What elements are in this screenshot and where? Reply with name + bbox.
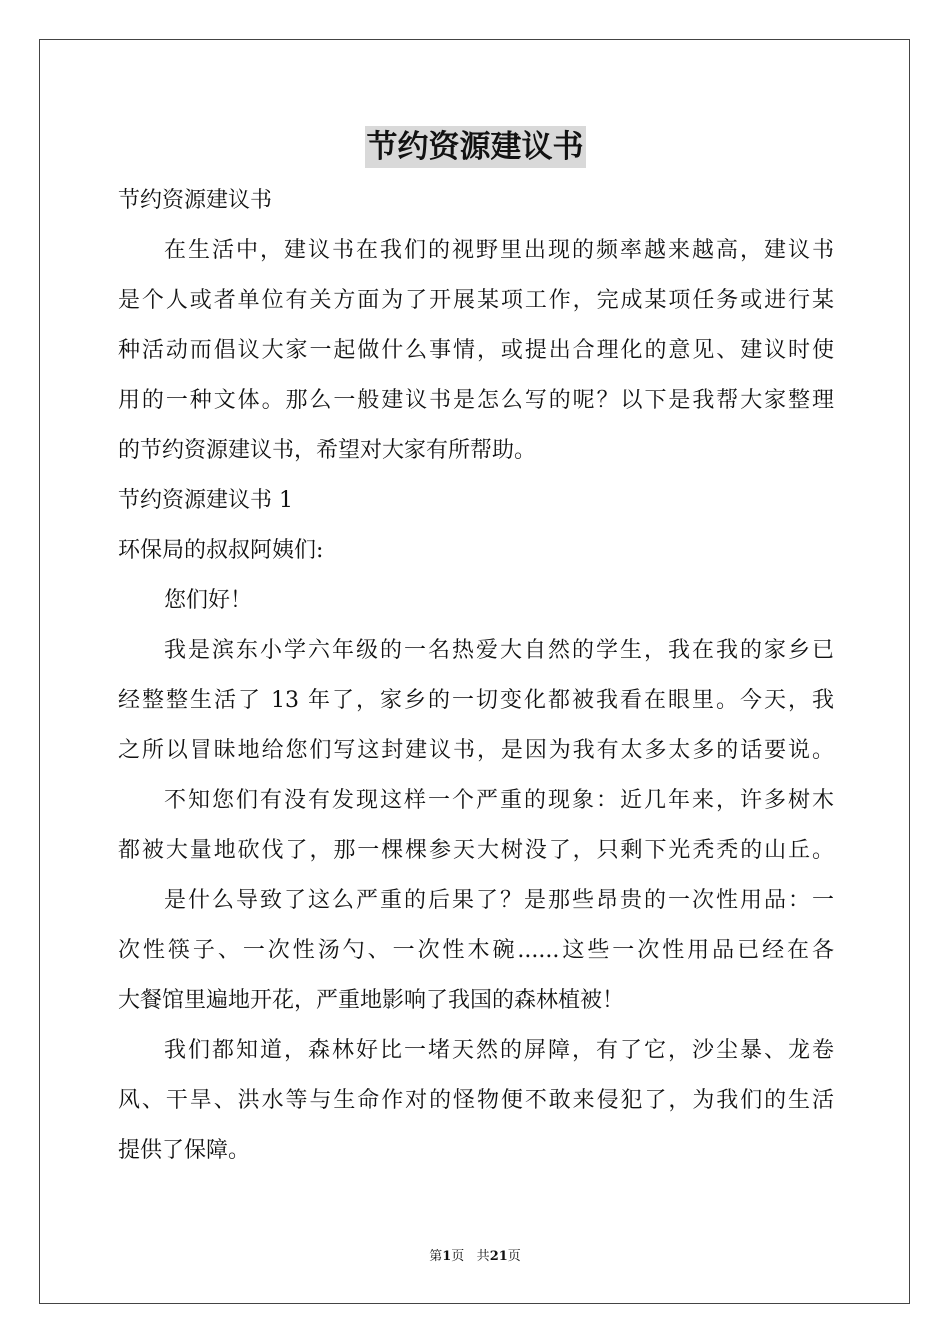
paragraph-line: 在生活中，建议书在我们的视野里出现的频率越来越高，建议书	[164, 238, 834, 263]
total-suffix: 页	[507, 1249, 521, 1264]
section-heading: 节约资源建议书 1	[118, 488, 293, 513]
salutation-line: 环保局的叔叔阿姨们:	[118, 538, 324, 563]
paragraph-line: 都被大量地砍伐了，那一棵棵参天大树没了，只剩下光秃秃的山丘。	[118, 838, 834, 863]
paragraph-line: 我们都知道，森林好比一堵天然的屏障，有了它，沙尘暴、龙卷	[164, 1038, 834, 1063]
subtitle-line: 节约资源建议书	[118, 188, 273, 213]
total-prefix: 共	[476, 1249, 490, 1264]
paragraph-line: 是个人或者单位有关方面为了开展某项工作，完成某项任务或进行某	[118, 288, 834, 313]
total-pages: 21	[489, 1249, 508, 1264]
greeting-line: 您们好！	[164, 588, 253, 613]
paragraph-line: 的节约资源建议书，希望对大家有所帮助。	[118, 438, 537, 463]
page-footer	[0, 1248, 950, 1266]
paragraph-line: 大餐馆里遍地开花，严重地影响了我国的森林植被！	[118, 988, 625, 1013]
paragraph-line: 次性筷子、一次性汤勺、一次性木碗......这些一次性用品已经在各	[118, 938, 834, 963]
paragraph-line: 种活动而倡议大家一起做什么事情，或提出合理化的意见、建议时使	[118, 338, 834, 363]
paragraph-line: 之所以冒昧地给您们写这封建议书，是因为我有太多太多的话要说。	[118, 738, 834, 763]
paragraph-line: 提供了保障。	[118, 1138, 251, 1163]
page-prefix: 第	[429, 1249, 443, 1264]
paragraph-line: 风、干旱、洪水等与生命作对的怪物便不敢来侵犯了，为我们的生活	[118, 1088, 834, 1113]
document-title: 节约资源建议书	[365, 126, 586, 168]
page-number: 1	[442, 1249, 452, 1264]
document-body	[118, 176, 834, 1176]
paragraph-line: 不知您们有没有发现这样一个严重的现象：近几年来，许多树木	[164, 788, 834, 813]
page-suffix: 页	[451, 1249, 465, 1264]
paragraph-line: 经整整生活了 13 年了，家乡的一切变化都被我看在眼里。今天，我	[118, 688, 834, 713]
paragraph-line: 用的一种文体。那么一般建议书是怎么写的呢？以下是我帮大家整理	[118, 388, 834, 413]
paragraph-line: 是什么导致了这么严重的后果了？是那些昂贵的一次性用品：一	[164, 888, 834, 913]
paragraph-line: 我是滨东小学六年级的一名热爱大自然的学生，我在我的家乡已	[164, 638, 834, 663]
title-container	[0, 126, 950, 168]
